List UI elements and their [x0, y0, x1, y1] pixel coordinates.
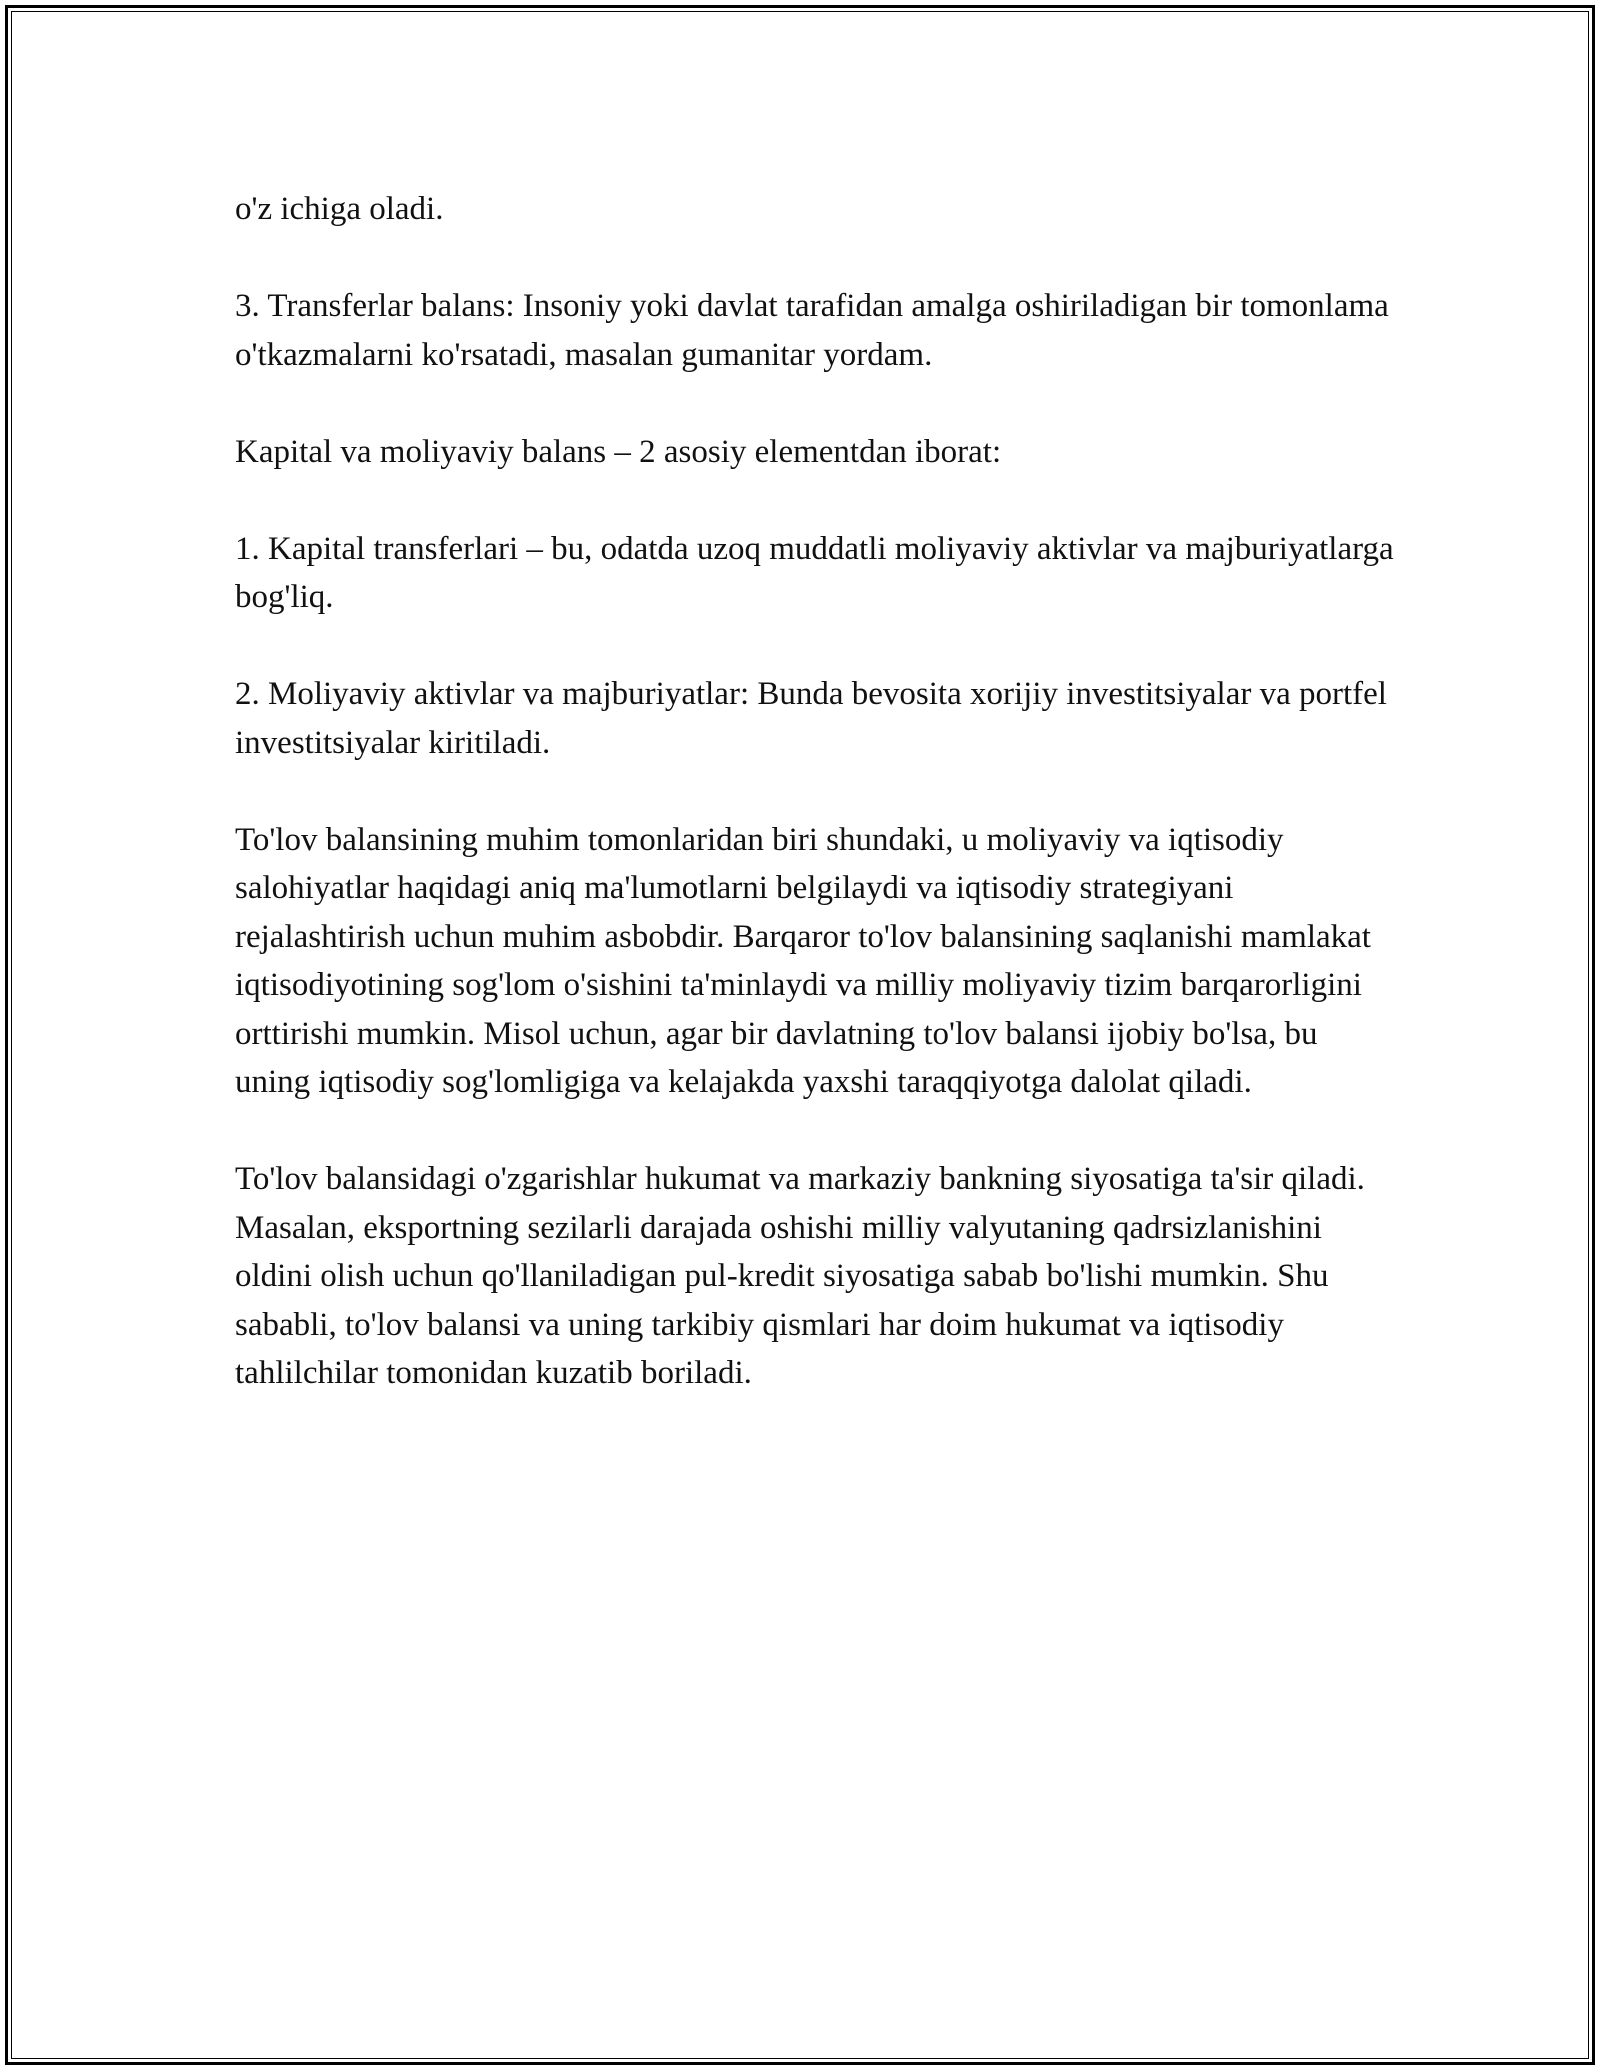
paragraph-transfers-balance: 3. Transferlar balans: Insoniy yoki davlat tarafidan amalga oshiriladigan bir tomonlama o'tkazmalarni ko'rsatadi, masalan gumanitar yordam. [235, 288, 1389, 373]
paragraph-capital-financial-balance: Kapital va moliyaviy balans – 2 asosiy elementdan iborat: [235, 433, 1002, 470]
paragraph-importance: To'lov balansining muhim tomonlaridan biri shundaki, u moliyaviy va iqtisodiy salohiyatlar haqidagi aniq ma'lumotlarni belgilaydi va iqtisodiy strategiyani rejalashtirish uchun muhim asbobdir. Barqaror to'lov balansining saqlanishi mamlakat iqtisodiyotining sog'lom o'sishini ta'minlaydi va milliy moliyaviy tizim barqarorligini orttirishi mumkin. Misol uchun, agar bir davlatning to'lov balansi ijobiy bo'lsa, bu uning iqtisodiy sog'lomligiga va kelajakda yaxshi taraqqiyotga dalolat qiladi. [235, 821, 1371, 1100]
paragraph-financial-assets: 2. Moliyaviy aktivlar va majburiyatlar: Bunda bevosita xorijiy investitsiyalar va portfel investitsiyalar kiritiladi. [235, 676, 1387, 761]
paragraph-policy-changes: To'lov balansidagi o'zgarishlar hukumat va markaziy bankning siyosatiga ta'sir qiladi. Masalan, eksportning sezilarli darajada oshishi milliy valyutaning qadrsizlanishini oldini olish uchun qo'llaniladigan pul-kredit siyosatiga sabab bo'lishi mumkin. Shu sababli, to'lov balansi va uning tarkibiy qismlari har doim hukumat va iqtisodiy tahlilchilar tomonidan kuzatib boriladi. [235, 1161, 1365, 1391]
paragraph-capital-transfers: 1. Kapital transferlari – bu, odatda uzoq muddatli moliyaviy aktivlar va majburiyatlarga bog'liq. [235, 530, 1394, 615]
paragraph-continuation: o'z ichiga oladi. [235, 191, 444, 227]
document-body [235, 185, 1395, 1446]
